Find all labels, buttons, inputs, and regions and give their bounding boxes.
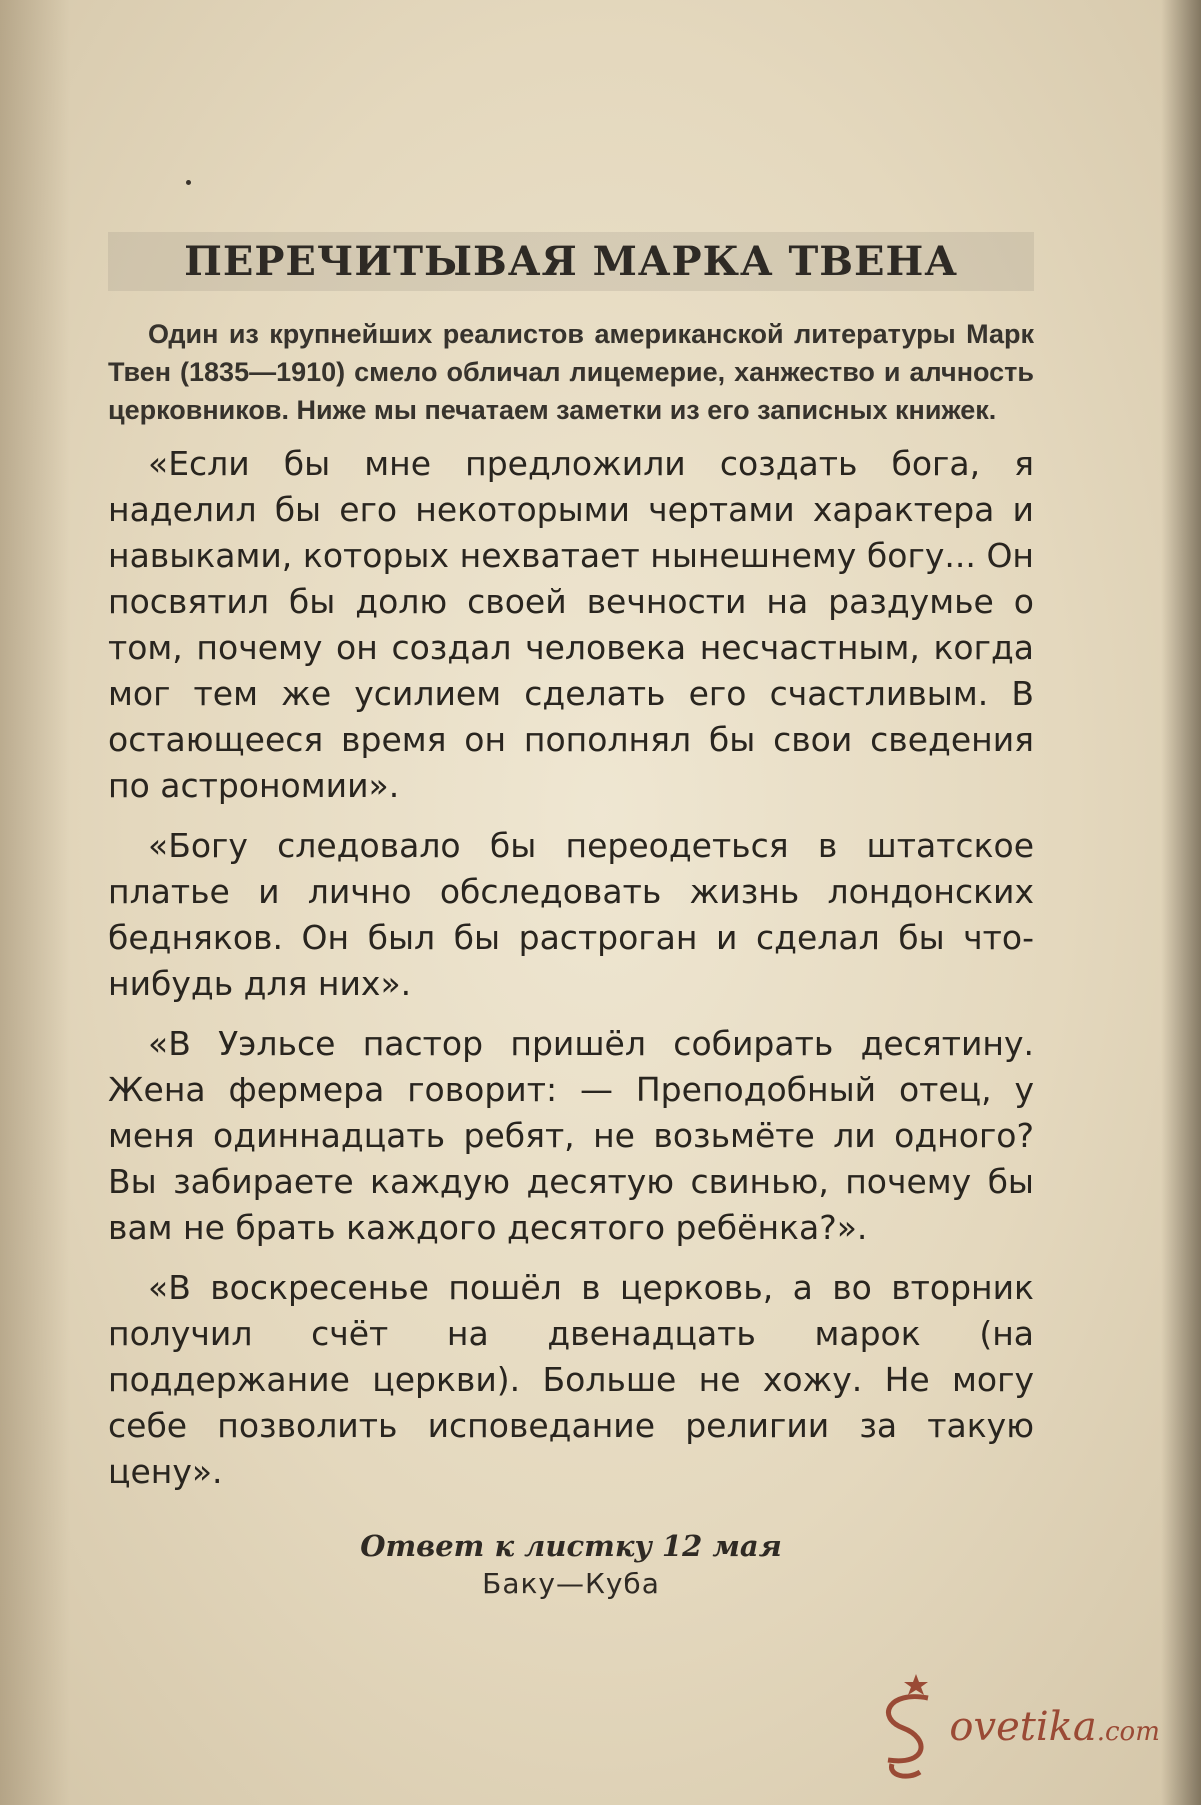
- article-place: Баку—Куба: [482, 1567, 660, 1600]
- watermark-name: ovetika: [949, 1704, 1097, 1750]
- page-shadow-left: [0, 0, 70, 1805]
- watermark-text: [922, 1704, 1160, 1750]
- quote-paragraph: «В воскресенье пошёл в церковь, а во вторник получил счёт на двенадцать марок (на поддержание церкви). Больше не хожу. Не могу себе позволить исповедание религии за такую цену».: [108, 1268, 1034, 1491]
- article-intro: Один из крупнейших реалистов американской литературы Марк Твен (1835—1910) смело обличал лицемерие, ханжество и алчность церковников. Ниже мы печатаем заметки из его записных книжек.: [108, 319, 1034, 425]
- page-shadow-right: [1161, 0, 1201, 1805]
- ink-dot: [186, 180, 191, 185]
- quote-paragraph: «Если бы мне предложили создать бога, я наделил бы его некоторыми чертами характера и навыками, которых нехватает нынешнему богу... Он посвятил бы долю своей вечности на раздумье о том, почему он создал человека несчастным, когда мог тем же усилием сделать его счастливым. В остающееся время он пополнял бы свои сведения по астрономии».: [108, 444, 1034, 805]
- article-title: ПЕРЕЧИТЫВАЯ МАРКА ТВЕНА: [108, 232, 1034, 291]
- quote-paragraph: «Богу следовало бы переодеться в штатское платье и лично обследовать жизнь лондонских бедняков. Он был бы растроган и сделал бы что-нибудь для них».: [108, 826, 1034, 1003]
- article-source: Ответ к листку 12 мая: [360, 1529, 782, 1563]
- watermark-domain: .com: [1096, 1717, 1160, 1747]
- quote-paragraph: «В Уэльсе пастор пришёл собирать десятину. Жена фермера говорит: — Преподобный отец, у меня одиннадцать ребят, не возьмёте ли одного? Вы забираете каждую десятую свинью, почему бы вам не брать каждого десятого ребёнка?».: [108, 1024, 1034, 1247]
- sovetika-watermark: [858, 1668, 1188, 1788]
- article: [108, 232, 1034, 1600]
